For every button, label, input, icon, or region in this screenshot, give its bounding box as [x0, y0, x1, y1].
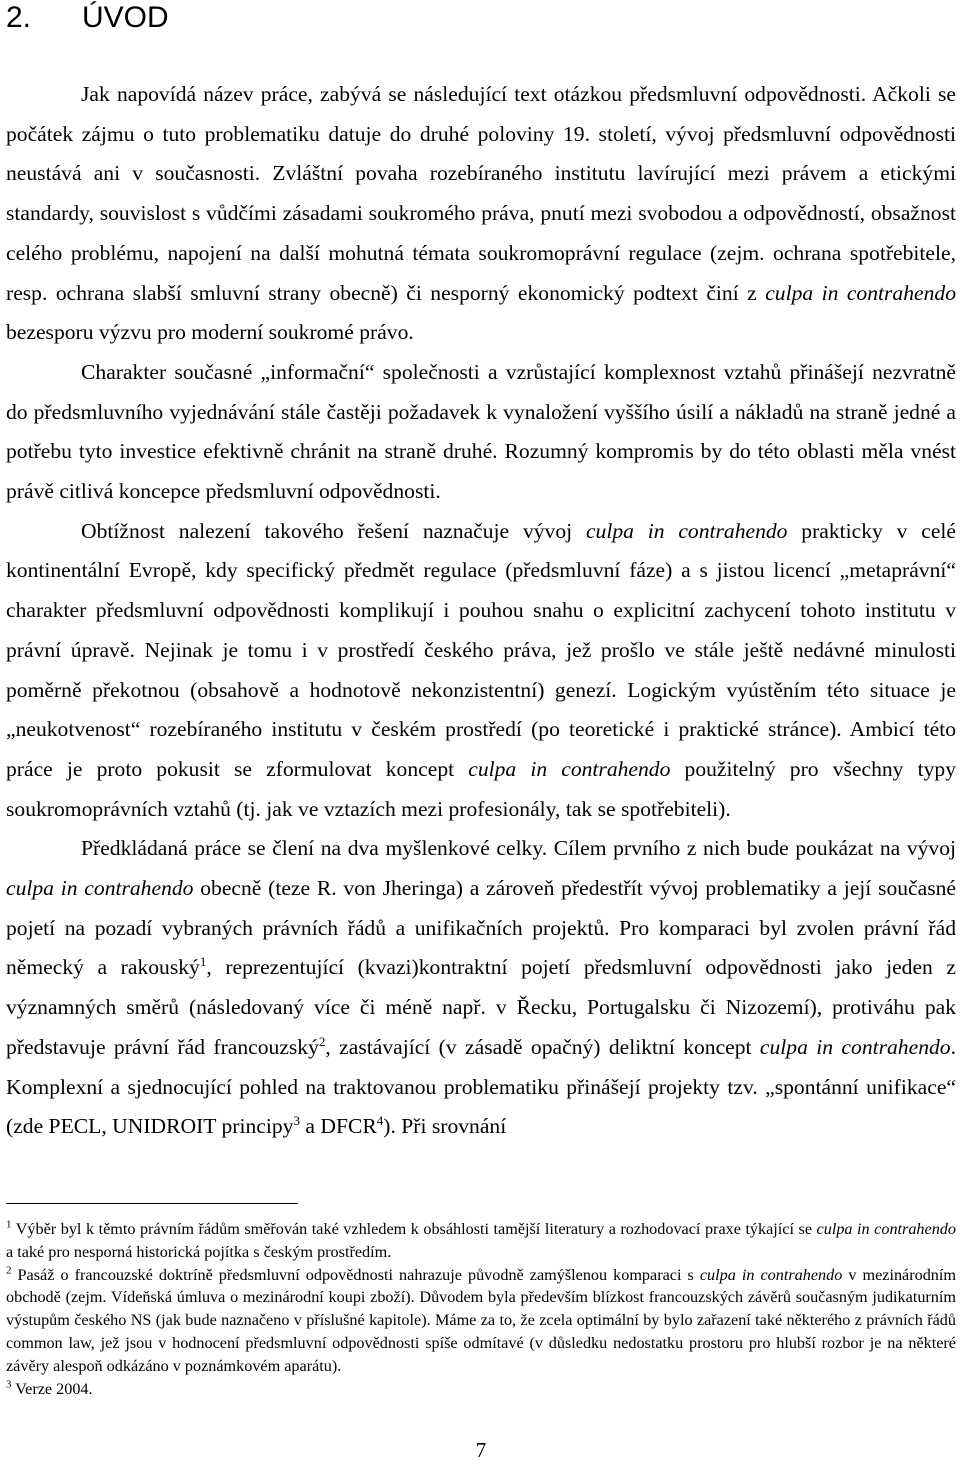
text-run: a také pro nesporná historická pojítka s českým prostředím.	[6, 1242, 392, 1261]
footnote-reference: 2	[6, 1264, 12, 1277]
page-number: 7	[475, 1438, 487, 1462]
text-run: Výběr byl k těmto právním řádům směřován také vzhledem k obsáhlosti tamější literatury a rozhodovací praxe týkající se	[11, 1220, 817, 1238]
footnote	[6, 1218, 956, 1264]
body-text	[6, 75, 956, 1147]
footnote-reference: 1	[6, 1218, 12, 1231]
text-run: obecně (teze R. von Jheringa) a zároveň předestřít vývoj problematiky a její současné pojetí na pozadí vybraných právních řádů a unifikačních projektů. Pro komparaci byl zvolen právní řád německý a rakouský	[6, 876, 956, 980]
text-run: , reprezentující (kvazi)kontraktní pojetí předsmluvní odpovědnosti jako jeden z významných směrů (následovaný více či méně např. v Řecku, Portugalsku či Nizozemí), protiváhu pak představuje právní řád francouzský	[6, 955, 957, 1059]
footnote-reference: 2	[318, 1033, 326, 1049]
footnotes	[6, 1203, 956, 1400]
text-run: , zastávající (v zásadě opačný) deliktní koncept	[325, 1034, 760, 1059]
text-run: Charakter současné „informační“ společnosti a vzrůstající komplexnost vztahů přinášejí nezvratně do předsmluvního vyjednávání stále častěji požadavek k vynaložení vyššího úsilí a nákladů na straně jedné a potřebu tyto investice efektivně chránit na straně druhé. Rozumný kompromis by do této oblasti měla vnést právě citlivá koncepce předsmluvní odpovědnosti.	[6, 359, 956, 504]
text-run: použitelný pro všechny typy soukromoprávních vztahů (tj. jak ve vztazích mezi profesionály, tak se spotřebiteli).	[6, 756, 956, 821]
footnote-reference: 1	[199, 954, 207, 970]
italic-term: culpa in contrahendo	[759, 1034, 951, 1059]
text-run: Předkládaná práce se člení na dva myšlenkové celky. Cílem prvního z nich bude poukázat na vývoj	[81, 836, 956, 861]
text-run: Pasáž o francouzské doktríně předsmluvní odpovědnosti nahrazuje původně zamýšlenou komparaci s	[11, 1265, 700, 1284]
chapter-heading	[6, 0, 169, 38]
footnote-reference: 4	[376, 1113, 384, 1129]
footnote	[6, 1264, 956, 1378]
footnote-reference: 3	[6, 1378, 12, 1391]
text-run: bezesporu výzvu pro moderní soukromé právo.	[6, 320, 414, 345]
footnote-separator	[6, 1203, 298, 1204]
paragraph	[6, 512, 956, 830]
paragraph	[6, 75, 956, 353]
text-run: Jak napovídá název práce, zabývá se následující text otázkou předsmluvní odpovědnosti. Ačkoli se počátek zájmu o tuto problematiku datuje do druhé poloviny 19. století, vývoj předsmluvní odpovědnosti neustává ani v současnosti. Zvláštní povaha rozebíraného institutu lavírující mezi právem a etickými standardy, souvislost s vůdčími zásadami soukromého práva, pnutí mezi svobodou a odpovědností, obsažnost celého problému, napojení na další mohutná témata soukromoprávní regulace (zejm. ochrana spotřebitele, resp. ochrana slabší smluvní strany obecně) či nesporný ekonomický podtext činí z	[6, 82, 956, 305]
text-run: prakticky v celé kontinentální Evropě, kdy specifický předmět regulace (předsmluvní fáze) a s jistou licencí „metaprávní“ charakter předsmluvní odpovědnosti komplikují i pouhou snahu o explicitní zachycení tohoto institutu v právní úpravě. Nejinak je tomu i v prostředí českého práva, jež prošlo ve stále ještě nedávné minulosti poměrně překotnou (obsahově a hodnotově nekonzistentní) genezí. Logickým vyústěním této situace je „neukotvenost“ rozebíraného institutu v českém prostředí (po teoretické i praktické stránce). Ambicí této práce je proto pokusit se zformulovat koncept	[6, 518, 956, 781]
footnote-reference: 3	[293, 1113, 300, 1129]
chapter-title: ÚVOD	[82, 1, 169, 34]
text-run: Obtížnost nalezení takového řešení naznačuje vývoj	[81, 518, 586, 543]
chapter-number: 2.	[6, 1, 32, 34]
text-run: v mezinárodním obchodě (zejm. Vídeňská úmluva o mezinárodní koupi zboží). Důvodem byla především blízkost francouzských závěrů současným judikaturním výstupům českého NS (jak bude naznačeno v příslušné kapitole). Máme za to, že zcela optimální by bylo zařazení také některého z právních řádů common law, jež jsou v hodnocení předsmluvní odpovědnosti spíše odmítavé (v důsledku nedostatku prostoru pro hlubší rozbor je na některé závěry alespoň odkázáno v poznámkovém aparátu).	[6, 1265, 956, 1375]
footnote-list	[6, 1218, 956, 1400]
text-run: Verze 2004.	[11, 1379, 93, 1398]
italic-term: culpa in contrahendo	[816, 1220, 956, 1238]
italic-term: culpa in contrahendo	[699, 1265, 843, 1284]
text-run: a DFCR	[299, 1114, 377, 1139]
italic-term: culpa in contrahendo	[765, 280, 957, 305]
paragraph	[6, 829, 956, 1147]
italic-term: culpa in contrahendo	[468, 756, 671, 781]
italic-term: culpa in contrahendo	[6, 876, 194, 901]
text-run: . Komplexní a sjednocující pohled na traktovanou problematiku přinášejí projekty tzv. „spontánní unifikace“ (zde PECL, UNIDROIT principy	[6, 1034, 956, 1139]
italic-term: culpa in contrahendo	[585, 518, 788, 543]
text-run: ). Při srovnání	[383, 1114, 507, 1139]
footnote	[6, 1378, 956, 1401]
paragraph	[6, 353, 956, 512]
